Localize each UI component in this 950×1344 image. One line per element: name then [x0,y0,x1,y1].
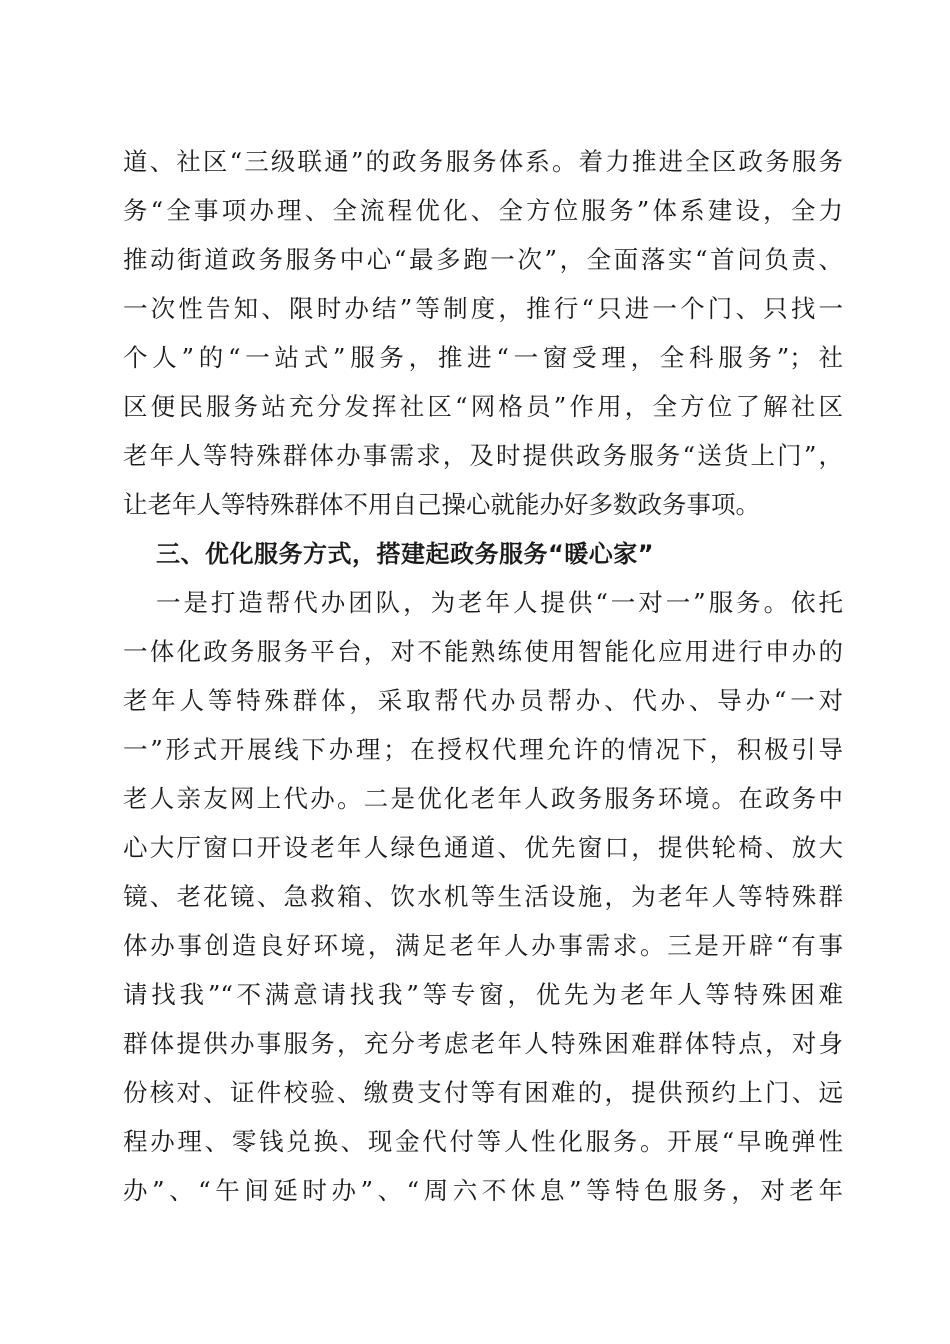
paragraph-line: 一”形式开展线下办理；在授权代理允许的情况下，积极引导 [123,735,843,764]
paragraph-line: 老人亲友网上代办。二是优化老年人政务服务环境。在政务中 [123,784,843,813]
paragraph-line: 推动街道政务服务中心“最多跑一次”，全面落实“首问负责、 [123,245,843,274]
paragraph-first-line: 一是打造帮代办团队，为老年人提供“一对一”服务。依托 [156,588,843,617]
paragraph-line: 体办事创造良好环境，满足老年人办事需求。三是开辟“有事 [123,931,843,960]
paragraph-line: 请找我”“不满意请找我”等专窗，优先为老年人等特殊困难 [123,980,843,1009]
paragraph-line: 一次性告知、限时办结”等制度，推行“只进一个门、只找一 [123,294,843,323]
paragraph-line: 让老年人等特殊群体不用自己操心就能办好多数政务事项。 [123,490,760,519]
paragraph-line: 老年人等特殊群体，采取帮代办员帮办、代办、导办“一对 [123,686,843,715]
paragraph-line: 一体化政务服务平台，对不能熟练使用智能化应用进行申办的 [123,637,843,666]
paragraph-line: 务“全事项办理、全流程优化、全方位服务”体系建设，全力 [123,196,843,225]
paragraph-line: 份核对、证件校验、缴费支付等有困难的，提供预约上门、远 [123,1078,843,1107]
paragraph-line: 镜、老花镜、急救箱、饮水机等生活设施，为老年人等特殊群 [123,882,843,911]
paragraph-line: 心大厅窗口开设老年人绿色通道、优先窗口，提供轮椅、放大 [123,833,843,862]
paragraph-line: 区便民服务站充分发挥社区“网格员”作用，全方位了解社区 [123,392,843,421]
paragraph-line: 程办理、零钱兑换、现金代付等人性化服务。开展“早晚弹性 [123,1127,843,1156]
paragraph-line: 个人”的“一站式”服务，推进“一窗受理，全科服务”；社 [123,343,843,372]
paragraph-line: 老年人等特殊群体办事需求，及时提供政务服务“送货上门”， [123,441,843,470]
paragraph-line: 道、社区“三级联通”的政务服务体系。着力推进全区政务服务 [123,147,843,176]
paragraph-line: 群体提供办事服务，充分考虑老年人特殊困难群体特点，对身 [123,1029,843,1058]
section-heading: 三、优化服务方式，搭建起政务服务“暖心家” [156,540,655,568]
paragraph-line: 办”、“午间延时办”、“周六不休息”等特色服务，对老年 [123,1176,843,1205]
